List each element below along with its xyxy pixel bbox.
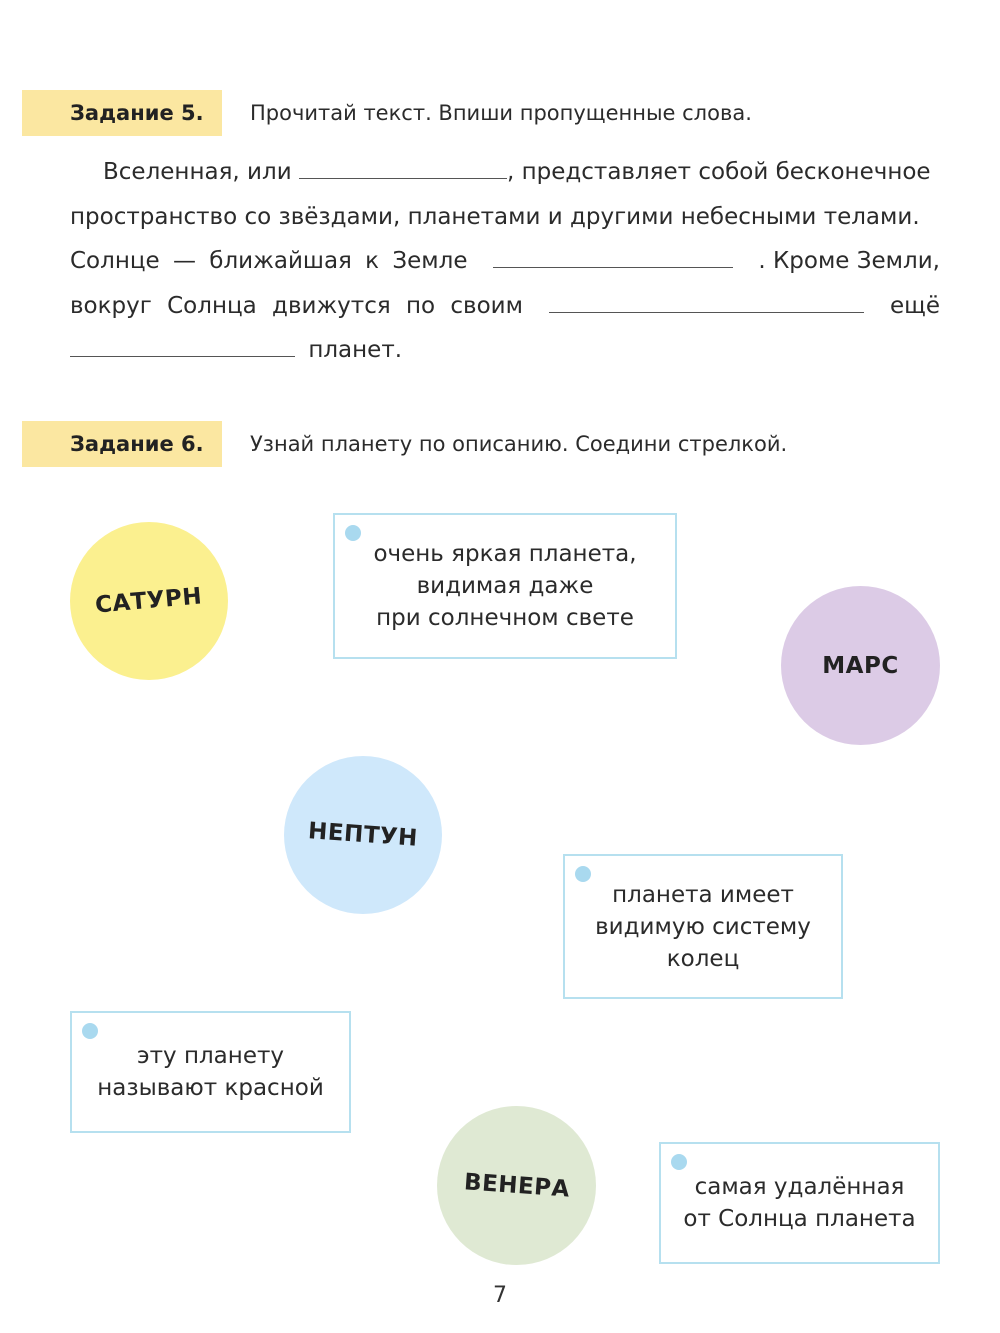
blank-1[interactable] xyxy=(299,155,507,179)
text-fragment: . Кроме Земли, xyxy=(758,248,940,274)
description-card-bright[interactable] xyxy=(333,513,677,659)
connector-dot[interactable] xyxy=(575,866,591,882)
text-line-3 xyxy=(70,239,940,284)
fill-in-text xyxy=(70,150,940,373)
text-line-4 xyxy=(70,284,940,329)
planet-name: НЕПТУН xyxy=(307,818,419,852)
blank-3[interactable] xyxy=(549,289,864,313)
text-line-5 xyxy=(70,328,940,373)
planet-name: ВЕНЕРА xyxy=(462,1168,571,1203)
connector-dot[interactable] xyxy=(671,1154,687,1170)
description-card-rings[interactable] xyxy=(563,854,843,999)
planet-name: МАРС xyxy=(822,652,899,679)
card-text: очень яркая планета, видимая даже при солнечном свете xyxy=(373,541,637,631)
connector-dot[interactable] xyxy=(82,1023,98,1039)
text-fragment: пространство со звёздами, планетами и другими небесными телами. xyxy=(70,203,920,230)
text-fragment: вокруг Солнца движутся по своим xyxy=(70,292,523,319)
planet-venus[interactable] xyxy=(437,1106,596,1265)
card-text: планета имеет видимую систему колец xyxy=(595,881,811,972)
description-card-farthest[interactable] xyxy=(659,1142,940,1264)
planet-neptune[interactable] xyxy=(284,756,442,914)
planet-mars[interactable] xyxy=(781,586,940,745)
text-fragment: Вселенная, или xyxy=(103,159,292,185)
text-fragment: ещё xyxy=(890,292,940,319)
task6-instruction: Узнай планету по описанию. Соедини стрелкой. xyxy=(250,432,788,456)
task5-label: Задание 5. xyxy=(22,90,222,136)
text-fragment: , представляет собой бесконечное xyxy=(506,159,931,185)
text-line-2 xyxy=(70,195,940,240)
text-fragment: планет. xyxy=(308,337,403,363)
text-line-1 xyxy=(70,150,940,195)
planet-name: САТУРН xyxy=(94,583,204,619)
blank-4[interactable] xyxy=(70,333,295,357)
page-number: 7 xyxy=(493,1283,507,1308)
description-card-red[interactable] xyxy=(70,1011,351,1133)
task6-label: Задание 6. xyxy=(22,421,222,467)
planet-saturn[interactable] xyxy=(70,522,228,680)
card-text: эту планету называют красной xyxy=(97,1043,324,1101)
task5-instruction: Прочитай текст. Впиши пропущенные слова. xyxy=(250,101,752,125)
card-text: самая удалённая от Солнца планета xyxy=(683,1174,916,1232)
text-fragment: Солнце — ближайшая к Земле xyxy=(70,248,468,274)
blank-2[interactable] xyxy=(493,244,733,268)
connector-dot[interactable] xyxy=(345,525,361,541)
